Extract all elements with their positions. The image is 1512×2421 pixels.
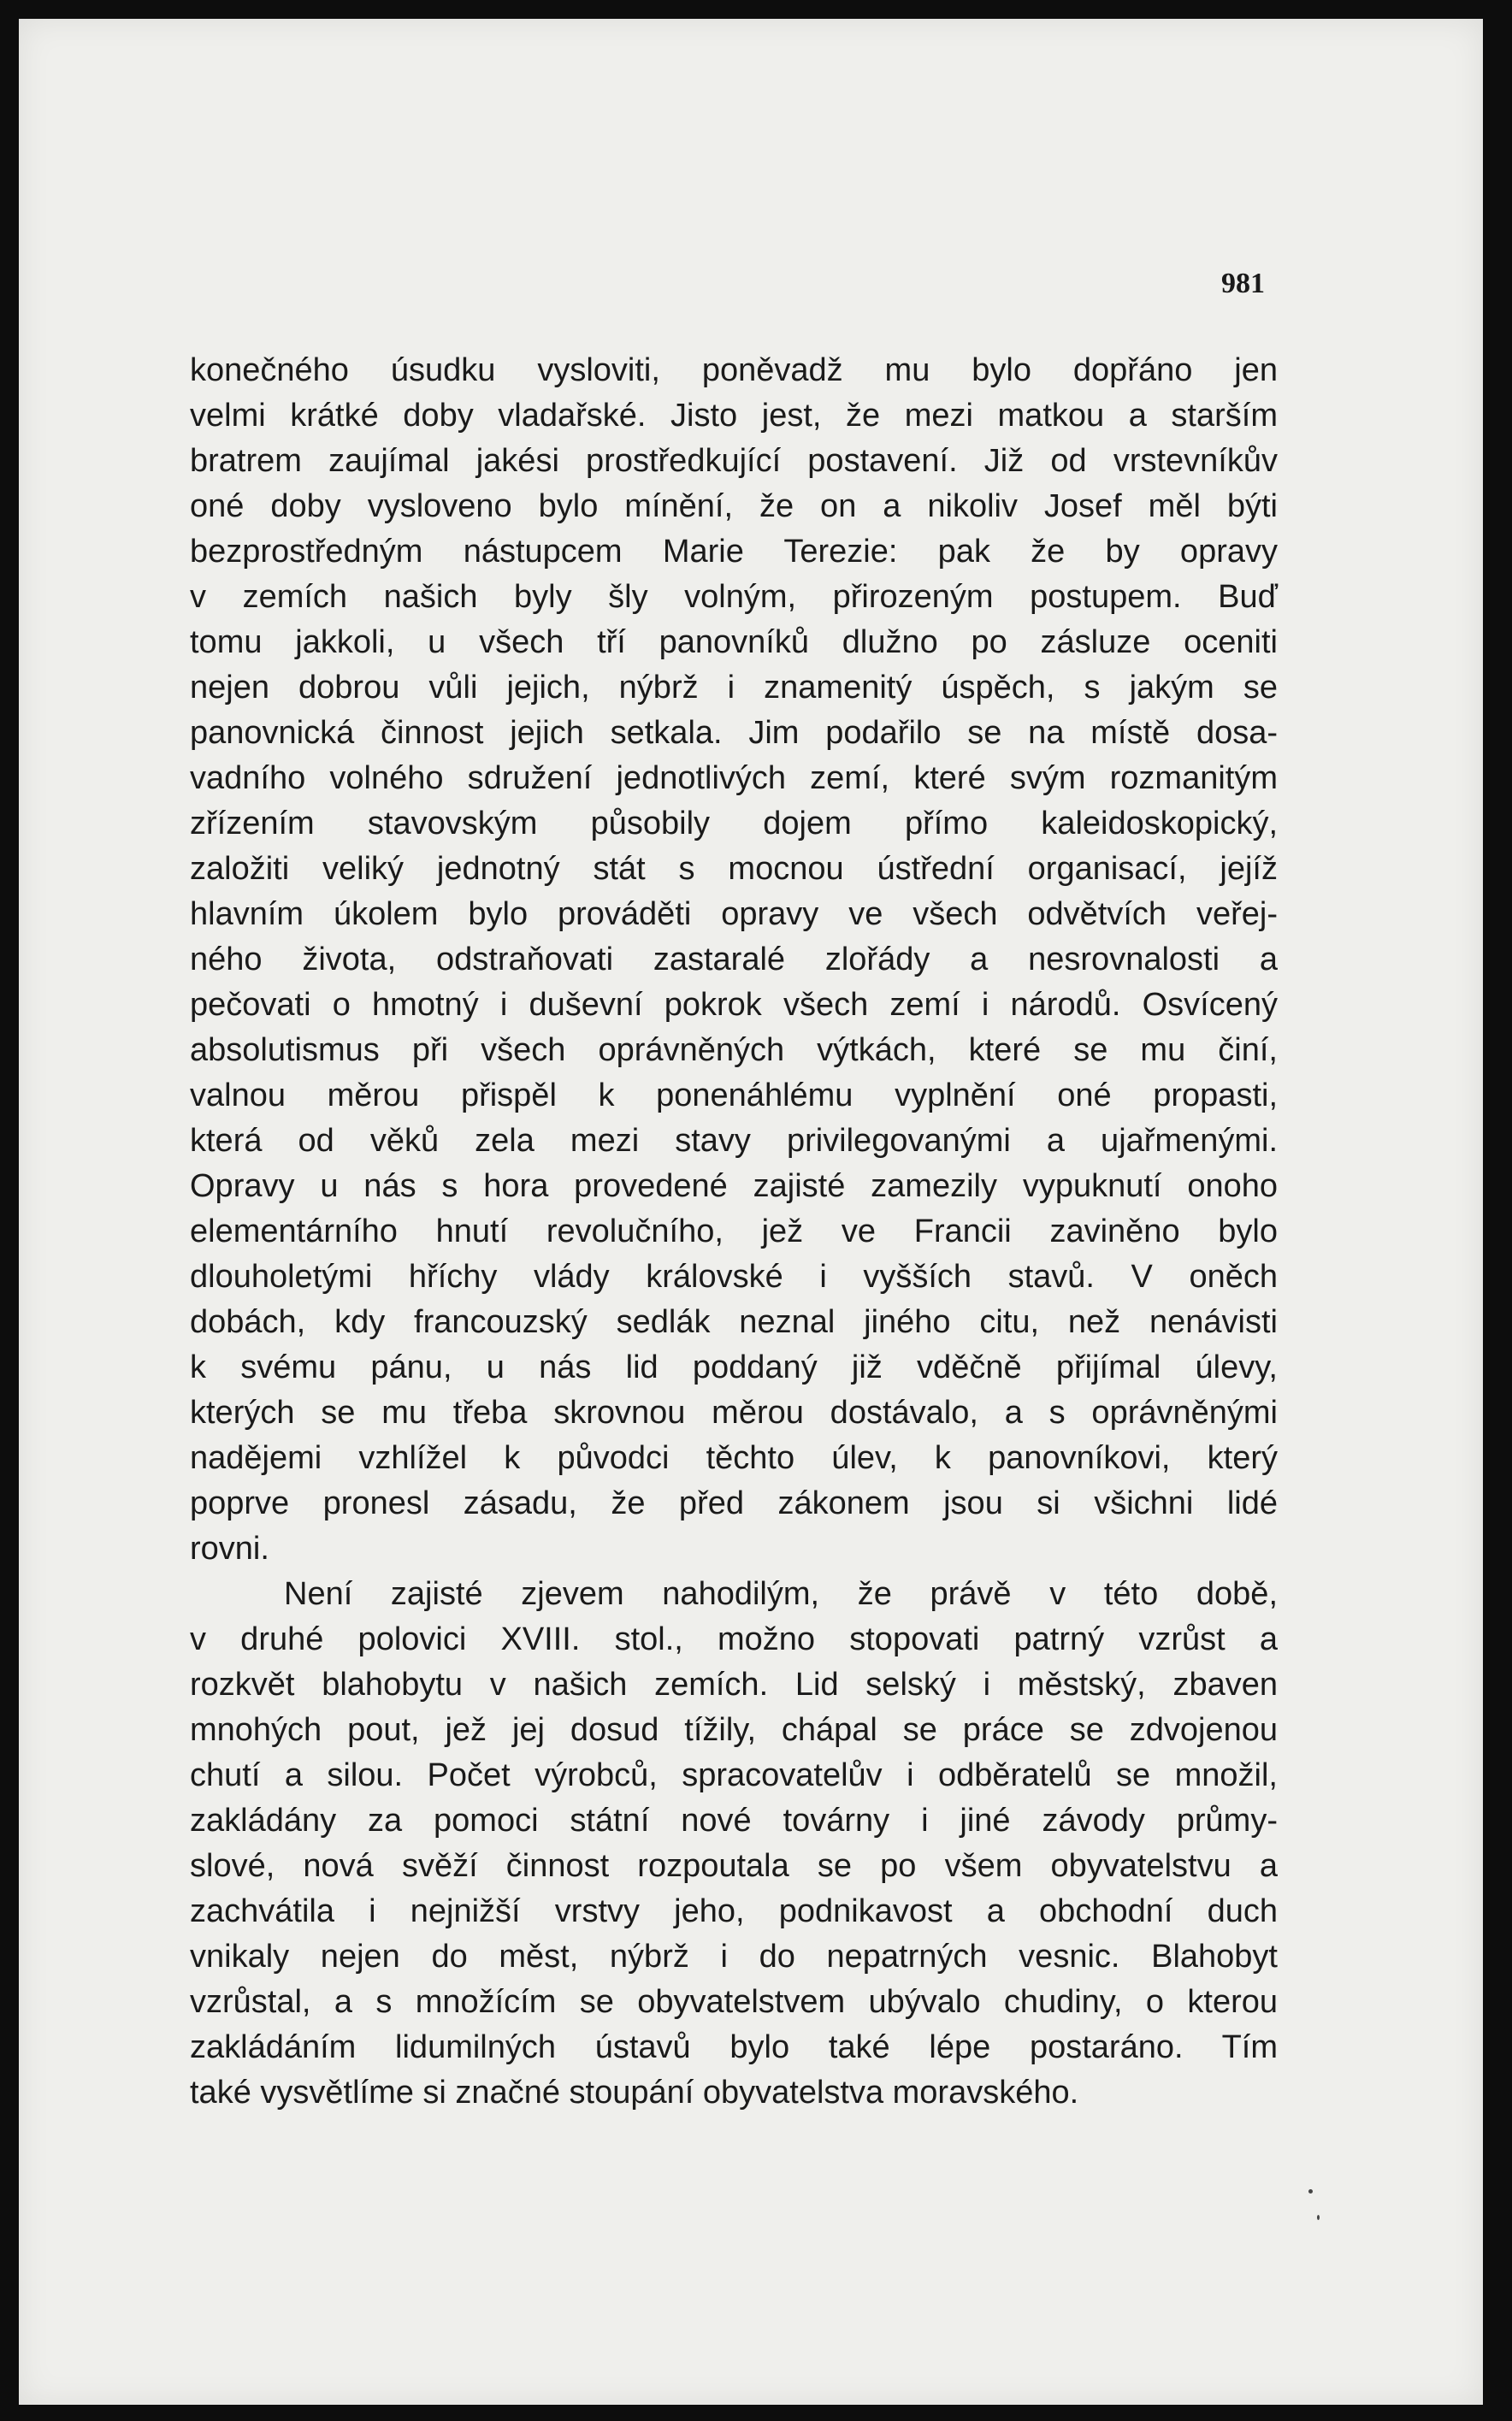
text-line: nejen dobrou vůli jejich, nýbrž i znamenitý úspěch, s jakým se [190,670,1278,706]
text-line: zakládány za pomoci státní nové továrny i jiné závody průmy- [190,1803,1278,1839]
text-line: chutí a silou. Počet výrobců, spracovatelův i odběratelů se množil, [190,1757,1278,1793]
text-line: poprve pronesl zásadu, že před zákonem jsou si všichni lidé [190,1485,1278,1521]
text-line: konečného úsudku vysloviti, poněvadž mu bylo dopřáno jen [190,352,1278,388]
text-line: oné doby vysloveno bylo mínění, že on a nikoliv Josef měl býti [190,488,1278,524]
text-line: nadějemi vzhlížel k původci těchto úlev, k panovníkovi, který [190,1440,1278,1476]
text-line: v druhé polovici XVIII. stol., možno stopovati patrný vzrůst a [190,1621,1278,1657]
text-line: vzrůstal, a s množícím se obyvatelstvem ubývalo chudiny, o kterou [190,1984,1278,2020]
text-line: zachvátila i nejnižší vrstvy jeho, podnikavost a obchodní duch [190,1893,1278,1929]
text-line: panovnická činnost jejich setkala. Jim podařilo se na místě dosa- [190,715,1278,751]
text-line: bratrem zaujímal jakési prostředkující postavení. Již od vrstevníkův [190,443,1278,479]
text-line: dobách, kdy francouzský sedlák neznal jiného citu, než nenávisti [190,1304,1278,1340]
text-line: také vysvětlíme si značné stoupání obyvatelstva moravského. [190,2075,1079,2111]
text-line: v zemích našich byly šly volným, přirozeným postupem. Buď [190,579,1278,615]
text-line: zakládáním lidumilných ústavů bylo také lépe postaráno. Tím [190,2029,1278,2065]
text-line: absolutismus při všech oprávněných výtkách, které se mu činí, [190,1032,1278,1068]
text-line: která od věků zela mezi stavy privilegovanými a ujařmenými. [190,1123,1278,1159]
page-number: 981 [1221,268,1265,299]
text-line: mnohých pout, jež jej dosud tížily, chápal se práce se zdvojenou [190,1712,1278,1748]
text-line: rozkvět blahobytu v našich zemích. Lid selský i městský, zbaven [190,1667,1278,1703]
text-line: kterých se mu třeba skrovnou měrou dostávalo, a s oprávněnými [190,1395,1278,1431]
text-line: vnikaly nejen do měst, nýbrž i do nepatrných vesnic. Blahobyt [190,1939,1278,1975]
text-line: rovni. [190,1531,269,1567]
text-line: Opravy u nás s hora provedené zajisté zamezily vypuknutí onoho [190,1168,1278,1204]
text-line: založiti veliký jednotný stát s mocnou ústřední organisací, jejíž [190,851,1278,887]
text-line: tomu jakkoli, u všech tří panovníků dlužno po zásluze oceniti [190,624,1278,660]
paper-speck [1317,2215,1320,2220]
text-line: hlavním úkolem bylo prováděti opravy ve všech odvětvích veřej- [190,896,1278,932]
paragraph-1 [190,348,1278,1572]
text-line: valnou měrou přispěl k ponenáhlému vyplnění oné propasti, [190,1078,1278,1113]
text-line: Není zajisté zjevem nahodilým, že právě v této době, [284,1576,1278,1612]
text-line: pečovati o hmotný i duševní pokrok všech zemí i národů. Osvícený [190,987,1278,1023]
text-line: velmi krátké doby vladařské. Jisto jest, že mezi matkou a starším [190,398,1278,434]
text-line: ného života, odstraňovati zastaralé zlořády a nesrovnalosti a [190,942,1278,977]
text-line: bezprostředným nástupcem Marie Terezie: pak že by opravy [190,534,1278,570]
text-line: k svému pánu, u nás lid poddaný již vděčně přijímal úlevy, [190,1349,1278,1385]
text-line: zřízením stavovským působily dojem přímo kaleidoskopický, [190,806,1278,841]
paper-speck [1308,2189,1313,2194]
text-line: elementárního hnutí revolučního, jež ve Francii zaviněno bylo [190,1213,1278,1249]
body-text [190,348,1278,2116]
text-line: vadního volného sdružení jednotlivých zemí, které svým rozmanitým [190,760,1278,796]
text-line: slové, nová svěží činnost rozpoutala se po všem obyvatelstvu a [190,1848,1278,1884]
text-line: dlouholetými hříchy vlády královské i vyšších stavů. V oněch [190,1259,1278,1295]
paragraph-2 [190,1572,1278,2116]
